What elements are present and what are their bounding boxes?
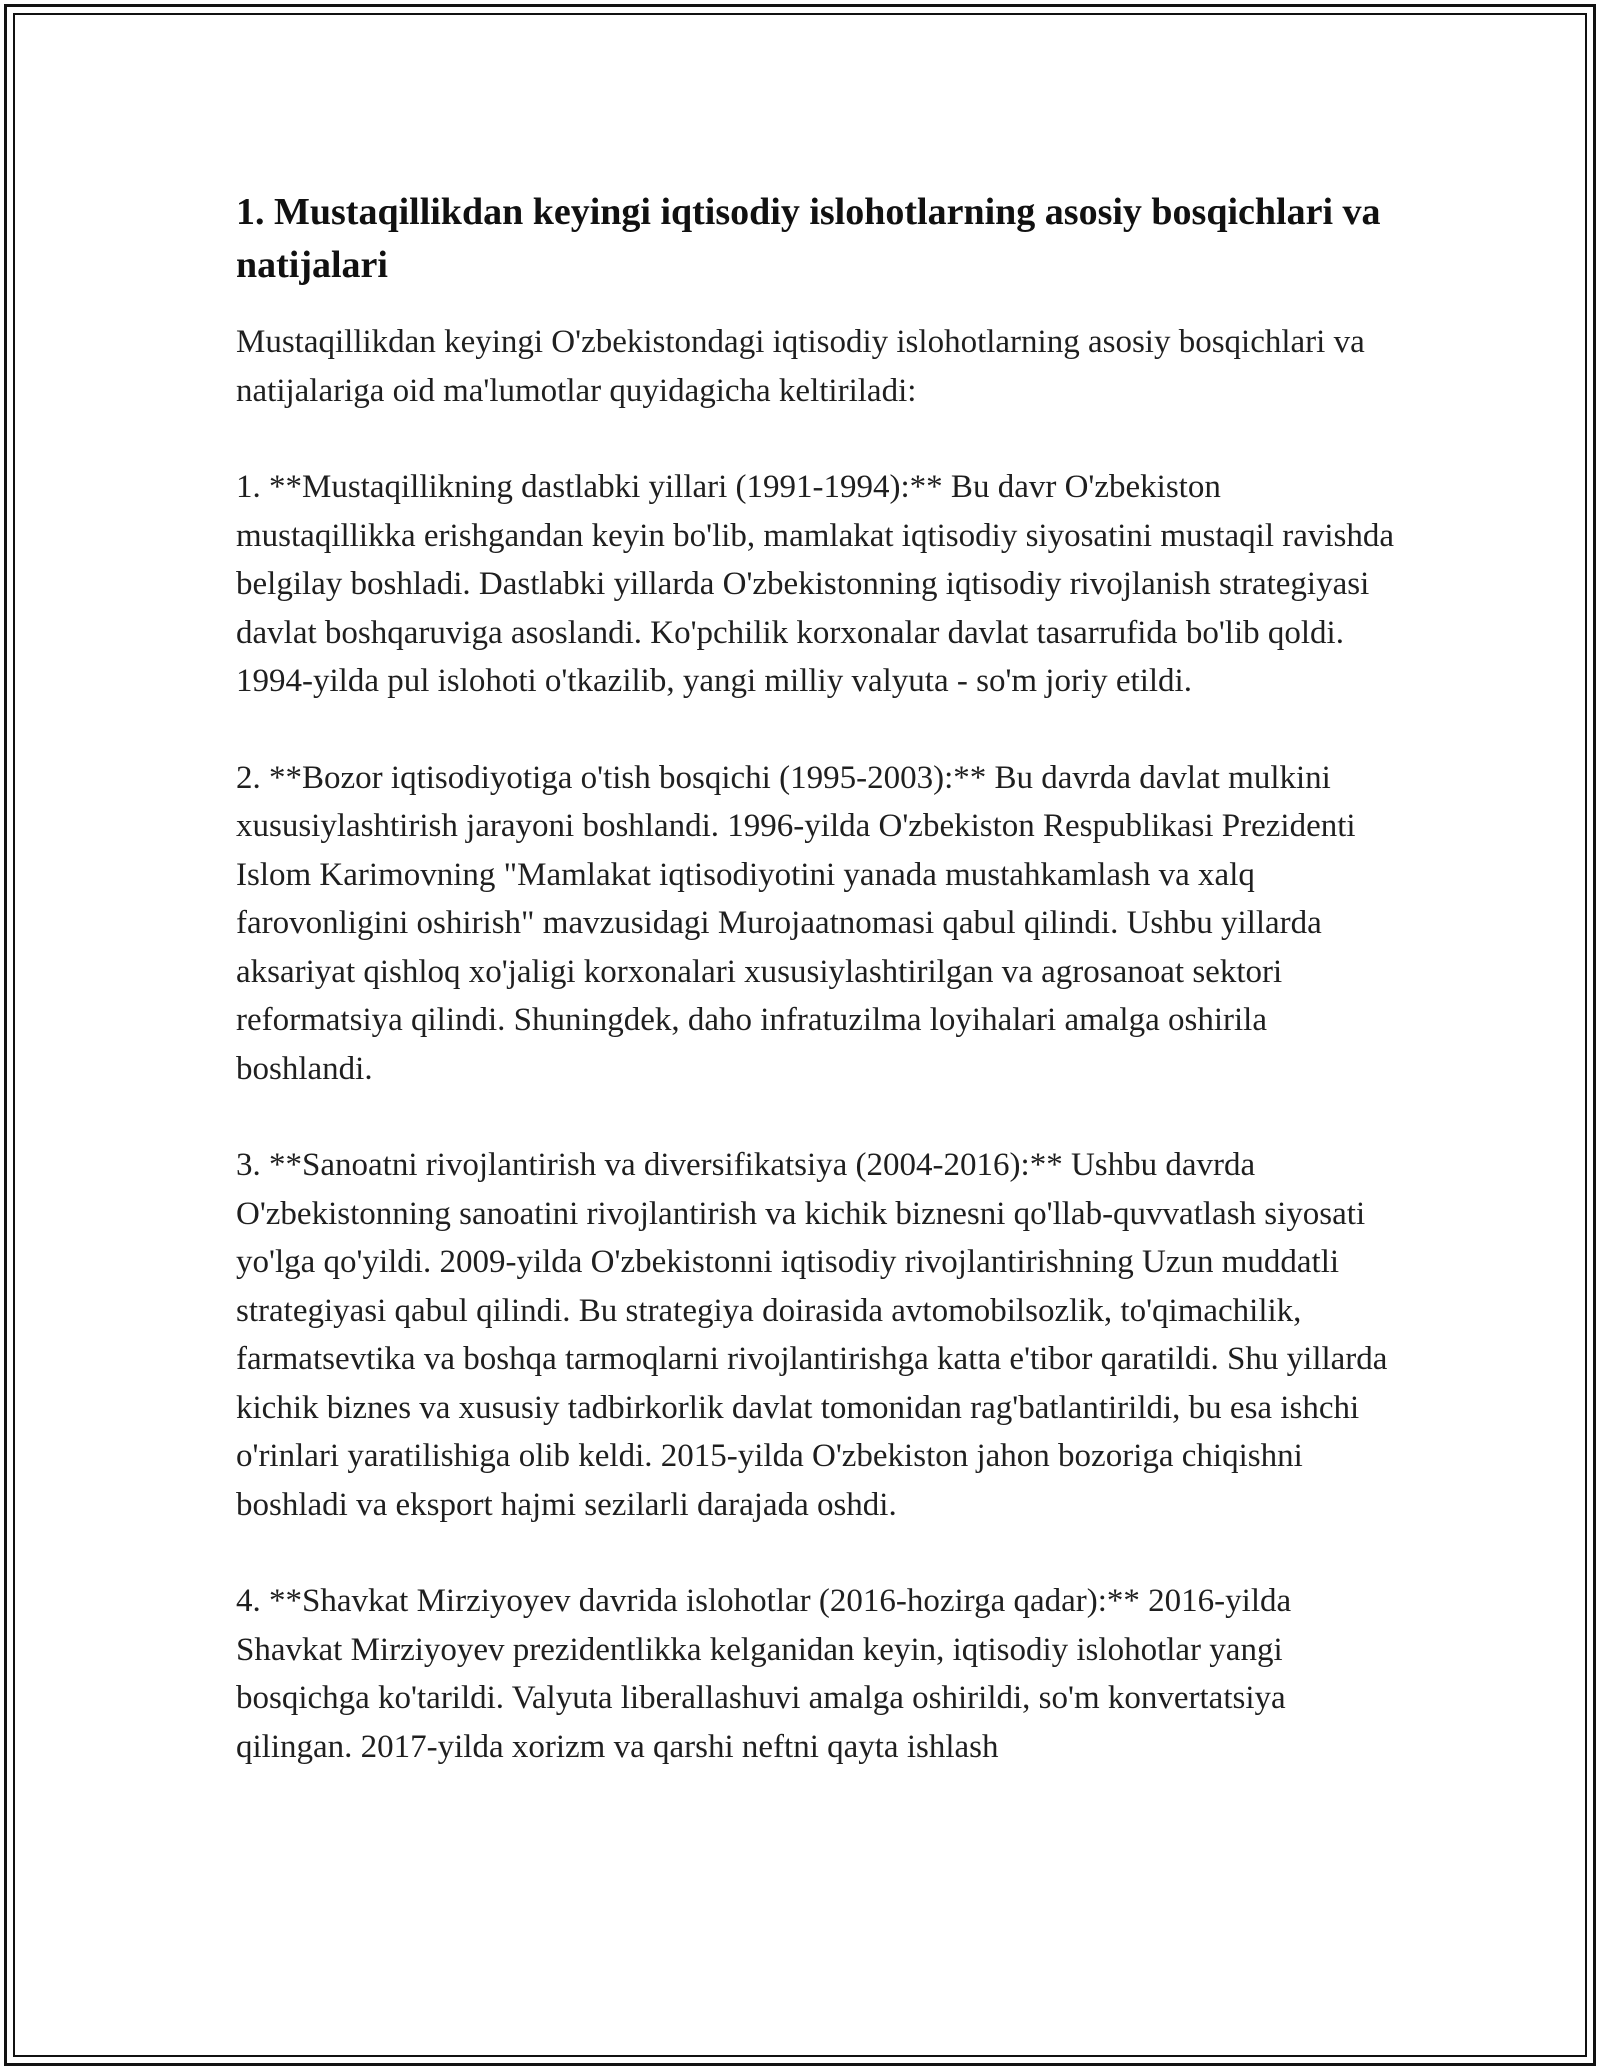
section-paragraph-1: 1. **Mustaqillikning dastlabki yillari (1991-1994):** Bu davr O'zbekiston mustaqillikka erishgandan keyin bo'lib, mamlakat iqtisodiy siyosatini mustaqil ravishda belgilay boshladi. Dastlabki yillarda O'zbekistonning iqtisodiy rivojlanish strategiyasi davlat boshqaruviga asoslandi. Ko'pchilik korxonalar davlat tasarrufida bo'lib qoldi. 1994-yilda pul islohoti o'tkazilib, yangi milliy valyuta - so'm joriy etildi. <box>236 469 1395 699</box>
document-title: 1. Mustaqillikdan keyingi iqtisodiy islohotlarning asosiy bosqichlari va natijalari <box>236 191 1381 286</box>
section-paragraph-3: 3. **Sanoatni rivojlantirish va diversifikatsiya (2004-2016):** Ushbu davrda O'zbekistonning sanoatini rivojlantirish va kichik biznesni qo'llab-quvvatlash siyosati yo'lga qo'yildi. 2009-yilda O'zbekistonni iqtisodiy rivojlantirishning Uzun muddatli strategiyasi qabul qilindi. Bu strategiya doirasida avtomobilsozlik, to'qimachilik, farmatsevtika va boshqa tarmoqlarni rivojlantirishga katta e'tibor qaratildi. Shu yillarda kichik biznes va xususiy tadbirkorlik davlat tomonidan rag'batlantirildi, bu esa ishchi o'rinlari yaratilishiga olib keldi. 2015-yilda O'zbekiston jahon bozoriga chiqishni boshladi va eksport hajmi sezilarli darajada oshdi. <box>236 1147 1388 1523</box>
section-paragraph-4: 4. **Shavkat Mirziyoyev davrida islohotlar (2016-hozirga qadar):** 2016-yilda Shavkat Mirziyoyev prezidentlikka kelganidan keyin, iqtisodiy islohotlar yangi bosqichga ko'tarildi. Valyuta liberallashuvi amalga oshirildi, so'm konvertatsiya qilingan. 2017-yilda xorizm va qarshi neftni qayta ishlash <box>236 1583 1292 1765</box>
intro-paragraph: Mustaqillikdan keyingi O'zbekistondagi iqtisodiy islohotlarning asosiy bosqichlari va natijalariga oid ma'lumotlar quyidagicha keltiriladi: <box>236 324 1365 409</box>
document-body <box>236 186 1396 1819</box>
section-paragraph-2: 2. **Bozor iqtisodiyotiga o'tish bosqichi (1995-2003):** Bu davrda davlat mulkini xususiylashtirish jarayoni boshlandi. 1996-yilda O'zbekiston Respublikasi Prezidenti Islom Karimovning "Mamlakat iqtisodiyotini yanada mustahkamlash va xalq farovonligini oshirish" mavzusidagi Murojaatnomasi qabul qilindi. Ushbu yillarda aksariyat qishloq xo'jaligi korxonalari xususiylashtirilgan va agrosanoat sektori reformatsiya qilindi. Shuningdek, daho infratuzilma loyihalari amalga oshirila boshlandi. <box>236 759 1356 1087</box>
